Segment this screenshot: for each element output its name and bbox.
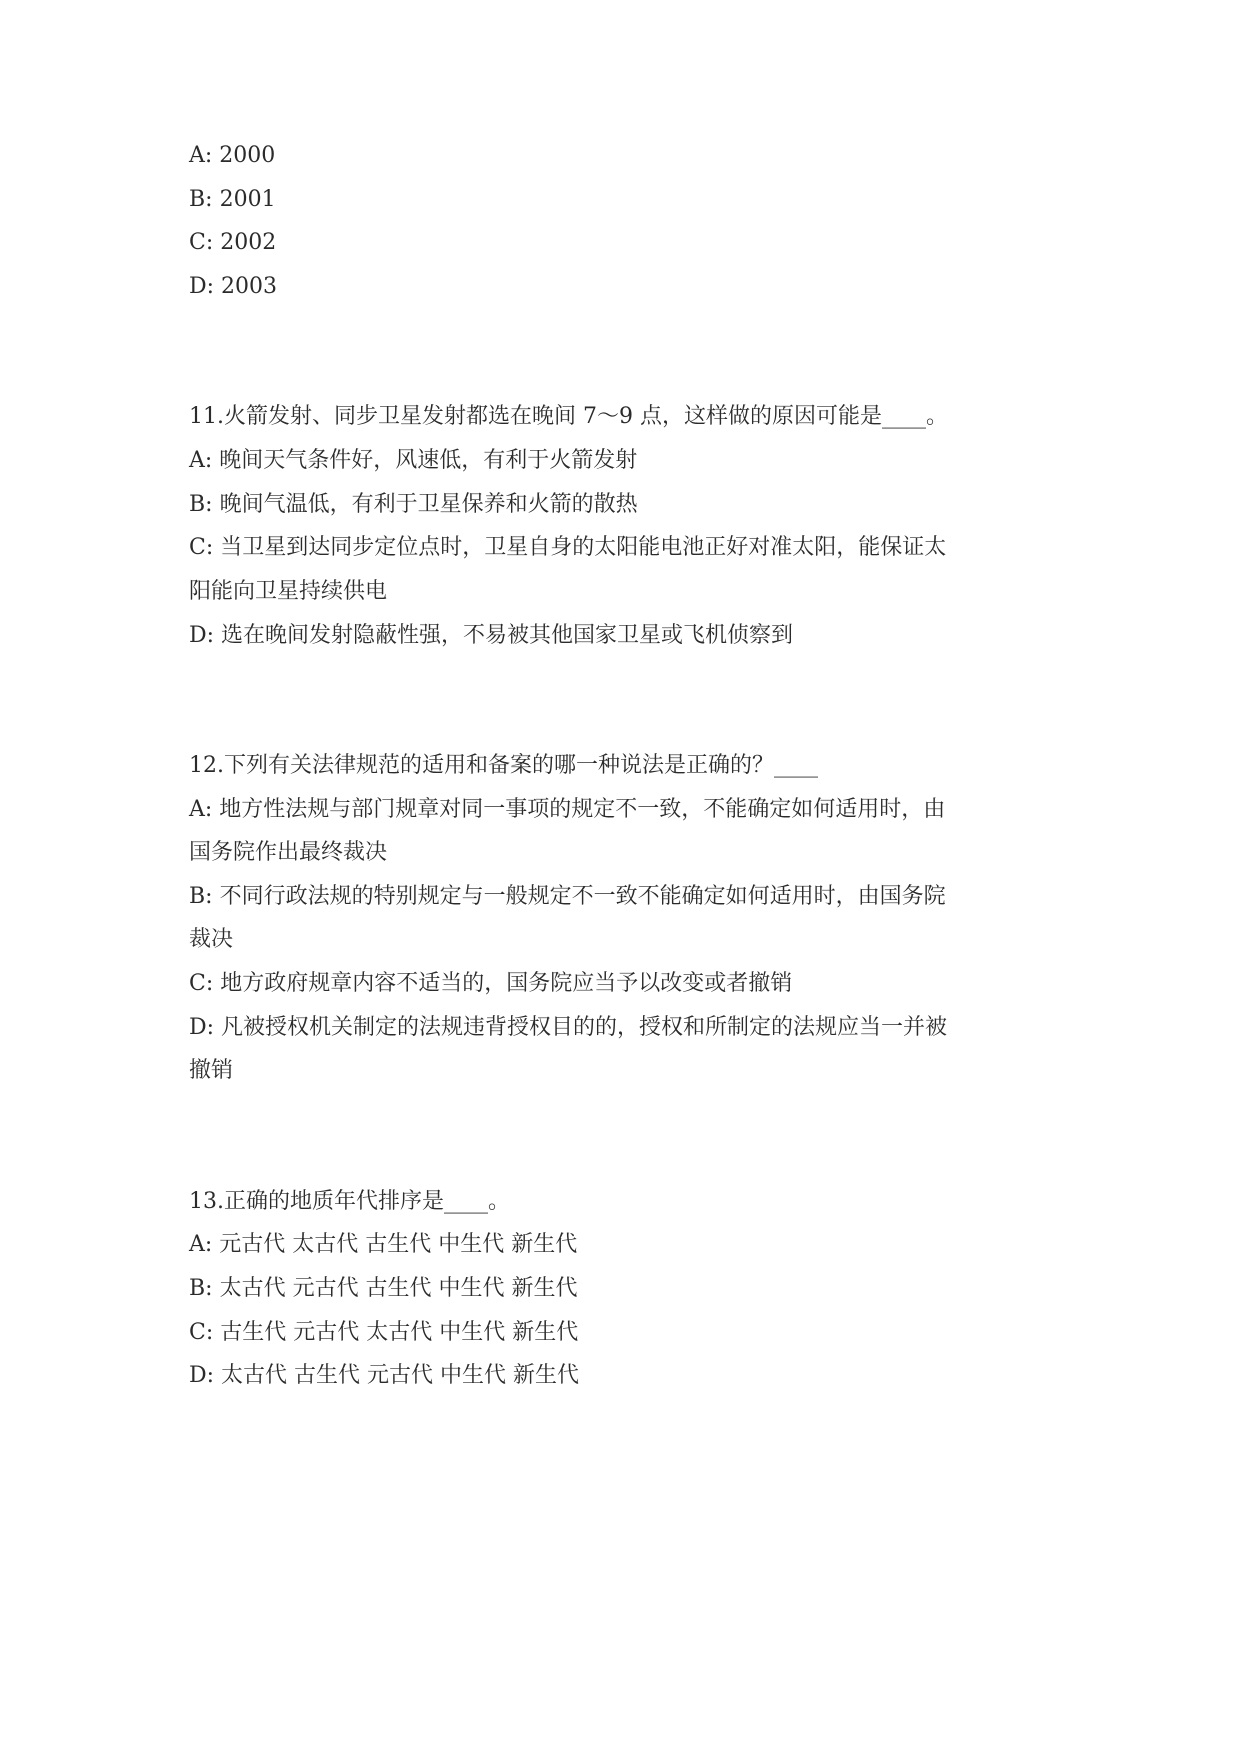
q13-option-c: C: 古生代 元古代 太古代 中生代 新生代	[189, 1320, 579, 1345]
q12-option-d-line2: 撤销	[189, 1058, 234, 1083]
q11-option-d: D: 选在晚间发射隐蔽性强，不易被其他国家卫星或飞机侦察到	[189, 623, 794, 648]
q10-option-a: A: 2000	[189, 143, 276, 168]
q13-option-a: A: 元古代 太古代 古生代 中生代 新生代	[189, 1232, 578, 1257]
q10-option-d: D: 2003	[189, 274, 278, 299]
q12-option-a-line2: 国务院作出最终裁决	[189, 840, 388, 865]
q12-option-a-line1: A: 地方性法规与部门规章对同一事项的规定不一致，不能确定如何适用时，由	[189, 797, 946, 822]
q12-option-d-line1: D: 凡被授权机关制定的法规违背授权目的的，授权和所制定的法规应当一并被	[189, 1015, 948, 1040]
q12-option-c: C: 地方政府规章内容不适当的，国务院应当予以改变或者撤销	[189, 971, 793, 996]
q10-option-c: C: 2002	[189, 230, 277, 255]
q12-option-b-line2: 裁决	[189, 927, 234, 952]
q12-option-b-line1: B: 不同行政法规的特别规定与一般规定不一致不能确定如何适用时，由国务院	[189, 884, 946, 909]
q11-option-a: A: 晚间天气条件好，风速低，有利于火箭发射	[189, 448, 638, 473]
q13-stem: 13.正确的地质年代排序是____。	[189, 1189, 510, 1214]
q11-option-b: B: 晚间气温低，有利于卫星保养和火箭的散热	[189, 492, 638, 517]
q12-stem: 12.下列有关法律规范的适用和备案的哪一种说法是正确的？____	[189, 753, 818, 778]
q11-stem: 11.火箭发射、同步卫星发射都选在晚间 7～9 点，这样做的原因可能是____。	[189, 404, 948, 429]
q13-option-d: D: 太古代 古生代 元古代 中生代 新生代	[189, 1363, 580, 1388]
q11-option-c-line1: C: 当卫星到达同步定位点时，卫星自身的太阳能电池正好对准太阳，能保证太	[189, 535, 947, 560]
q11-option-c-line2: 阳能向卫星持续供电	[189, 579, 388, 604]
q10-option-b: B: 2001	[189, 187, 276, 212]
q13-option-b: B: 太古代 元古代 古生代 中生代 新生代	[189, 1276, 578, 1301]
